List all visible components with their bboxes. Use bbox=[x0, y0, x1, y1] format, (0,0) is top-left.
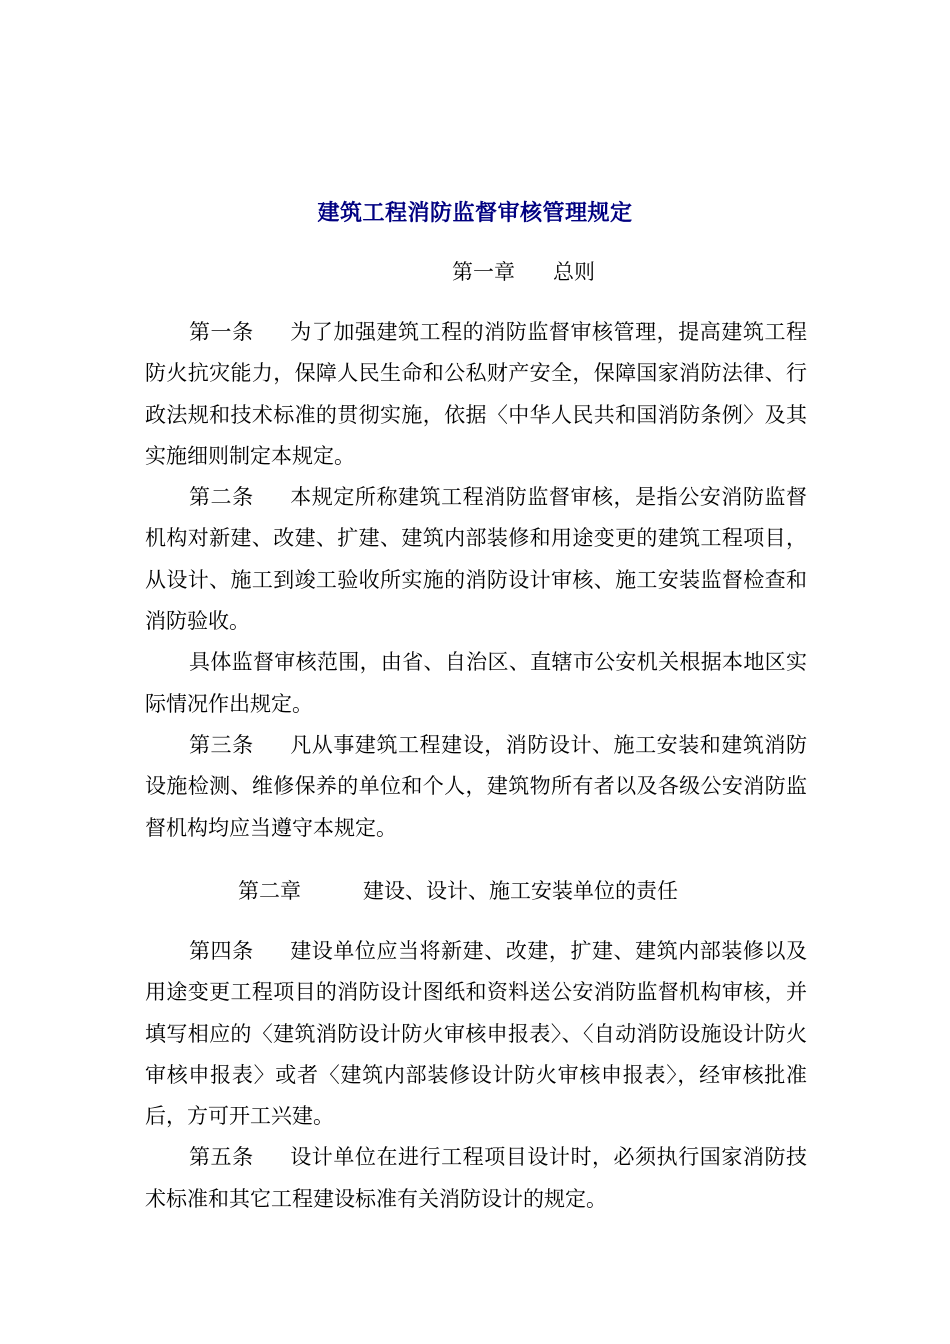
paragraph-text: 具体监督审核范围，由省、自治区、直辖市公安机关根据本地区实际情况作出规定。 bbox=[145, 650, 807, 716]
chapter-heading-2 bbox=[238, 876, 678, 906]
article-text: 设计单位在进行工程项目设计时，必须执行国家消防技术标准和其它工程建设标准有关消防设计的规定。 bbox=[145, 1145, 808, 1211]
article-label: 第三条 bbox=[189, 732, 254, 757]
article-paragraph bbox=[145, 725, 807, 849]
document-title: 建筑工程消防监督审核管理规定 bbox=[317, 201, 633, 226]
article-paragraph bbox=[145, 931, 807, 1137]
chapter-name: 总则 bbox=[553, 260, 595, 284]
article-text: 建设单位应当将新建、改建，扩建、建筑内部装修以及用途变更工程项目的消防设计图纸和资料送公安消防监督机构审核，并填写相应的〈建筑消防设计防火审核申报表〉、〈自动消防设施设计防火审核申报表〉或者〈建筑内部装修设计防火审核申报表〉，经审核批准后，方可开工兴建。 bbox=[145, 939, 808, 1129]
article-paragraph bbox=[145, 312, 807, 477]
chapter-heading-1 bbox=[452, 257, 595, 287]
article-label: 第五条 bbox=[189, 1145, 254, 1170]
article-label: 第二条 bbox=[189, 485, 254, 510]
article-label: 第一条 bbox=[189, 320, 254, 344]
article-paragraph bbox=[145, 1137, 807, 1220]
article-text: 本规定所称建筑工程消防监督审核，是指公安消防监督机构对新建、改建、扩建、建筑内部装修和用途变更的建筑工程项目，从设计、施工到竣工验收所实施的消防设计审核、施工安装监督检查和消防验收。 bbox=[145, 485, 808, 634]
chapter-1-body bbox=[145, 312, 807, 849]
article-text: 为了加强建筑工程的消防监督审核管理，提高建筑工程防火抗灾能力，保障人民生命和公私财产安全，保障国家消防法律、行政法规和技术标准的贯彻实施，依据〈中华人民共和国消防条例〉及其实施细则制定本规定。 bbox=[145, 320, 808, 468]
chapter-2-body bbox=[145, 931, 807, 1220]
chapter-label: 第一章 bbox=[452, 260, 515, 284]
article-paragraph bbox=[145, 477, 807, 642]
continuation-paragraph bbox=[145, 642, 807, 725]
article-label: 第四条 bbox=[189, 939, 254, 963]
chapter-label: 第二章 bbox=[238, 879, 301, 903]
article-text: 凡从事建筑工程建设，消防设计、施工安装和建筑消防设施检测、维修保养的单位和个人，建筑物所有者以及各级公安消防监督机构均应当遵守本规定。 bbox=[145, 732, 808, 840]
chapter-name: 建设、设计、施工安装单位的责任 bbox=[363, 879, 678, 903]
